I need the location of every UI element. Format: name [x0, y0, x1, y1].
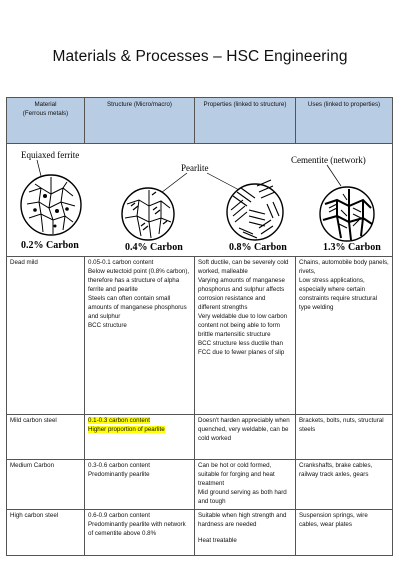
caption-1-3: 1.3% Carbon: [323, 242, 381, 252]
properties-line: Soft ductile, can be severely cold worked, malleable: [198, 258, 289, 275]
micrograph-1-3-carbon: [320, 187, 381, 252]
table-row-medium-carbon: [7, 459, 393, 509]
structure-line: 0.3-0.6 carbon content: [88, 461, 150, 469]
micrograph-0-2-carbon: [21, 175, 81, 251]
row-name: Medium Carbon: [7, 459, 85, 509]
microstructure-figure-row: [7, 144, 393, 257]
properties-cell: [195, 459, 296, 509]
properties-line: Can be hot or cold formed, suitable for forging and heat treatment: [198, 461, 275, 487]
properties-line: [198, 530, 292, 537]
row-name: Dead mild: [7, 256, 85, 414]
properties-line: Doesn't harden appreciably when quenched, very weldable, can be cold worked: [198, 416, 290, 442]
properties-line: different strengths: [198, 303, 248, 311]
properties-cell: [195, 509, 296, 555]
micrograph-0-8-carbon: [227, 180, 287, 252]
properties-cell: [195, 256, 296, 414]
uses-cell: [296, 256, 393, 414]
structure-cell: [85, 414, 195, 459]
structure-line: Predominantly pearlite with network of cementite above 0.8%: [88, 520, 186, 537]
table-header-row: [7, 98, 393, 144]
caption-0-4: 0.4% Carbon: [125, 242, 183, 252]
label-equiaxed-ferrite: Equiaxed ferrite: [21, 150, 80, 160]
structure-line: Predominantly pearlite: [88, 470, 150, 478]
uses-cell: [296, 509, 393, 555]
caption-0-2: 0.2% Carbon: [21, 240, 79, 251]
table-row-dead-mild: [7, 256, 393, 414]
properties-line: Varying amounts of manganese phosphorus and sulphur affects corrosion resistance and: [198, 276, 285, 302]
properties-cell: [195, 414, 296, 459]
page-title: Materials & Processes – HSC Engineering: [52, 48, 348, 65]
table-row-high-carbon: [7, 509, 393, 555]
structure-line-highlighted: 0.1-0.3 carbon content: [88, 416, 150, 424]
label-pearlite: Pearlite: [181, 163, 209, 173]
header-uses: Uses (linked to properties): [296, 98, 393, 144]
structure-line: Below eutectoid point (0.8% carbon), therefore has a structure of alpha ferrite and pearlite: [88, 267, 190, 293]
microstructure-figure-cell: [7, 144, 393, 257]
uses-line: Brackets, bolts, nuts, structural steels: [299, 416, 384, 433]
header-properties: Properties (linked to structure): [195, 98, 296, 144]
structure-line: Steels can often contain small amounts of manganese phosphorus and sulphur: [88, 294, 187, 320]
caption-0-8: 0.8% Carbon: [229, 242, 287, 252]
microstructure-figure: [7, 144, 393, 252]
uses-line: Suspension springs, wire cables, wear plates: [299, 511, 368, 528]
uses-cell: [296, 414, 393, 459]
micrograph-0-4-carbon: [122, 188, 183, 252]
structure-line: 0.05-0.1 carbon content: [88, 258, 154, 266]
structure-cell: [85, 509, 195, 555]
properties-line: Very weldable due to low carbon content not being able to form brittle martensitic structure: [198, 312, 288, 338]
header-material: Material (Ferrous metals): [7, 98, 85, 144]
materials-table: [6, 97, 393, 556]
uses-line: Crankshafts, brake cables, railway track axles, gears: [299, 461, 373, 478]
properties-line: Mid ground serving as both hard and tough: [198, 488, 287, 505]
row-name: Mild carbon steel: [7, 414, 85, 459]
structure-line: BCC structure: [88, 321, 127, 329]
uses-line: Low stress applications, especially where certain constraints require structural type welding: [299, 276, 378, 311]
label-cementite: Cementite (network): [291, 155, 366, 165]
structure-line: 0.6-0.9 carbon content: [88, 511, 150, 519]
uses-line: Chains, automobile body panels, rivets,: [299, 258, 389, 275]
properties-line: BCC structure less ductile than FCC due to fewer planes of slip: [198, 339, 285, 356]
table-row-mild-carbon: [7, 414, 393, 459]
header-structure: Structure (Micro/macro): [85, 98, 195, 144]
properties-line: Heat treatable: [198, 536, 237, 544]
structure-cell: [85, 459, 195, 509]
properties-line: Suitable when high strength and hardness are needed: [198, 511, 287, 528]
structure-cell: [85, 256, 195, 414]
structure-line-highlighted: Higher proportion of pearlite: [88, 425, 165, 433]
uses-cell: [296, 459, 393, 509]
row-name: High carbon steel: [7, 509, 85, 555]
